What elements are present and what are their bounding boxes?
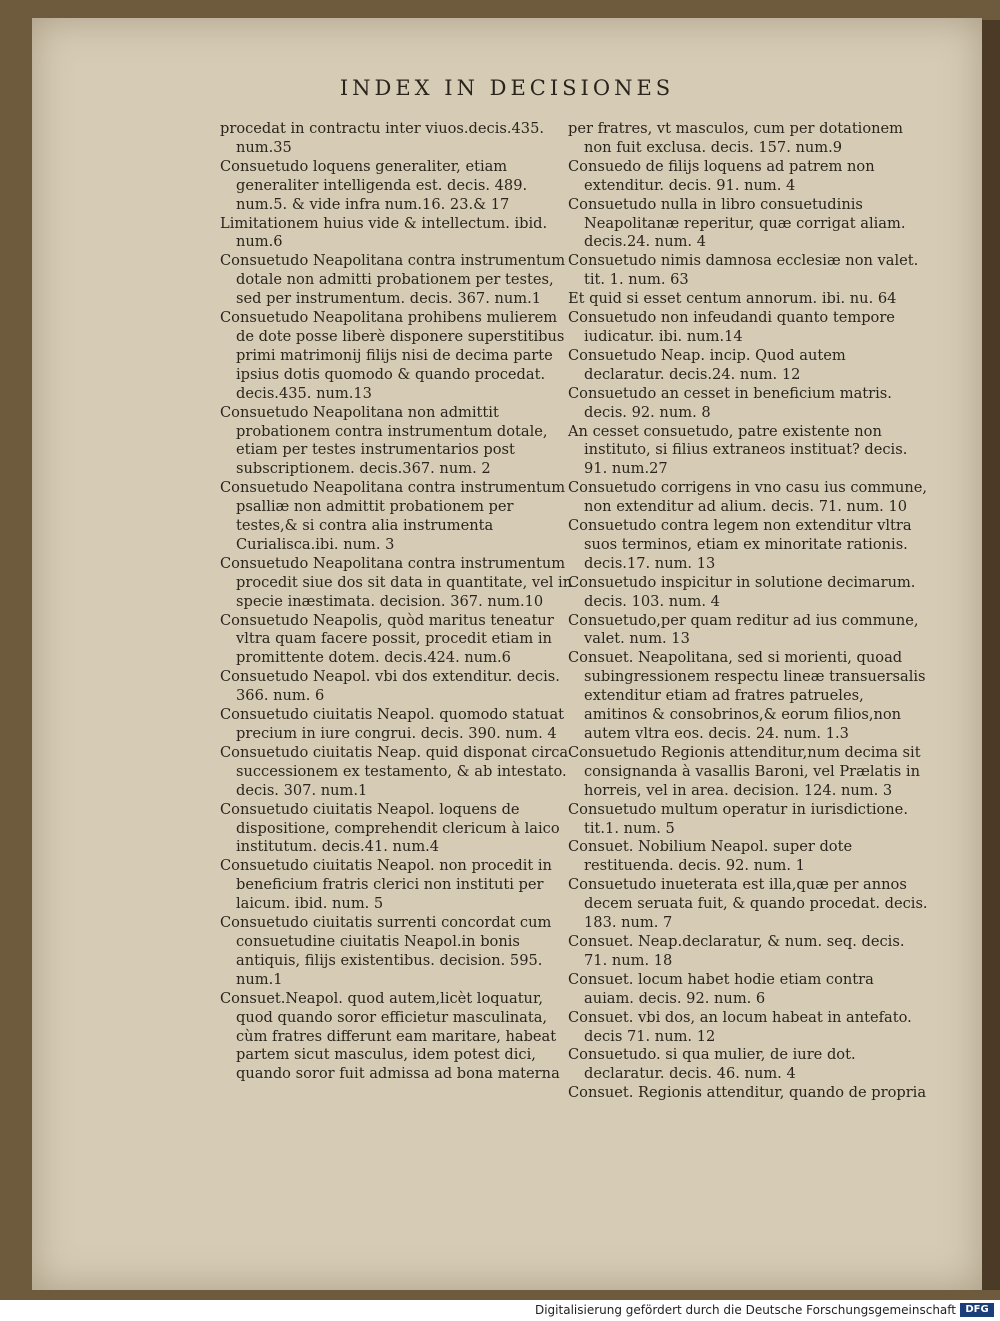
index-entry: Consuetudo an cesset in beneficium matris. decis. 92. num. 8 xyxy=(568,384,892,421)
index-entry: Consuetudo multum operatur in iurisdictione. tit.1. num. 5 xyxy=(568,800,908,837)
index-entry: Consuetudo,per quam reditur ad ius commune, valet. num. 13 xyxy=(568,611,919,648)
index-entry: Consuetudo. si qua mulier, de iure dot. declaratur. decis. 46. num. 4 xyxy=(568,1046,856,1083)
dfg-logo: DFG xyxy=(960,1303,994,1317)
index-entry: Consuetudo contra legem non extenditur vltra suos terminos, etiam ex minoritate rationis. decis.17. num. 13 xyxy=(568,517,912,572)
index-entry: Consuetudo ciuitatis Neapol. non procedit in beneficium fratris clerici non instituti per laicum. ibid. num. 5 xyxy=(220,857,552,913)
index-entry: Consuetudo Neapolitana contra instrumentum procedit siue dos sit data in quantitate, vel in specie inæstimata. decision. 367. num.10 xyxy=(220,554,573,610)
index-entry: Consuetudo nulla in libro consuetudinis Neapolitanæ reperitur, quæ corrigat aliam. decis.24. num. 4 xyxy=(568,195,906,251)
index-entry: Consuetudo Neapolis, quòd maritus teneatur vltra quam facere possit, procedit etiam in promittente dotem. decis.424. num.6 xyxy=(220,611,554,667)
index-entry: Consuetudo ciuitatis surrenti concordat cum consuetudine ciuitatis Neapol.in bonis antiquis, filijs existentibus. decision. 595. num.1 xyxy=(220,914,552,988)
index-entry: Consuetudo nimis damnosa ecclesiæ non valet. tit. 1. num. 63 xyxy=(568,252,919,289)
index-entry: Consuet. Neapolitana, sed si morienti, quoad subingressionem respectu lineæ transuersalis extenditur etiam ad fratres patrueles, amitinos & consobrinos,& eorum filios,non autem vltra eos. decis. 24. num. 1.3 xyxy=(568,649,926,742)
book-edge xyxy=(982,20,1000,1290)
index-entry: Limitationem huius vide & intellectum. ibid. num.6 xyxy=(220,214,548,251)
index-entry: Consuet. Neap.declaratur, & num. seq. decis. 71. num. 18 xyxy=(568,932,905,969)
right-column xyxy=(568,120,928,1103)
footer-credit: Digitalisierung gefördert durch die Deutsche Forschungsgemeinschaft xyxy=(534,1303,956,1317)
index-entry: Consuetudo Neapolitana contra instrumentum dotale non admitti probationem per testes, sed per instrumentum. decis. 367. num.1 xyxy=(220,252,566,308)
index-entry: Consuet. vbi dos, an locum habeat in antefato. decis 71. num. 12 xyxy=(568,1008,912,1045)
page-header: INDEX IN DECISIONES xyxy=(339,76,675,100)
index-entry: per fratres, vt masculos, cum per dotationem non fuit exclusa. decis. 157. num.9 xyxy=(568,120,904,156)
index-entry: Consuetudo corrigens in vno casu ius commune, non extenditur ad alium. decis. 71. num. 10 xyxy=(568,479,928,516)
index-entry: Consuetudo inueterata est illa,quæ per annos decem seruata fuit, & quando procedat. decis. 183. num. 7 xyxy=(568,876,928,932)
index-entry: Consuetudo Neap. incip. Quod autem declaratur. decis.24. num. 12 xyxy=(568,346,846,383)
index-entry: Consuetudo ciuitatis Neapol. quomodo statuat precium in iure congrui. decis. 390. num. 4 xyxy=(220,706,565,742)
index-entry: Consuetudo loquens generaliter, etiam generaliter intelligenda est. decis. 489. num.5. & vide infra num.16. 23.& 17 xyxy=(220,157,528,213)
index-entry: Consuetudo ciuitatis Neapol. loquens de dispositione, comprehendit clericum à laico institutum. decis.41. num.4 xyxy=(220,800,560,856)
index-entry: Consuet.Neapol. quod autem,licèt loquatur, quod quando soror efficietur masculinata, cùm fratres differunt eam maritare, habeat partem sicut masculus, idem potest dici, quando soror fuit admissa ad bona materna xyxy=(220,989,560,1083)
index-entry: procedat in contractu inter viuos.decis.435. num.35 xyxy=(220,120,544,156)
index-entry: Consuetudo inspicitur in solutione decimarum. decis. 103. num. 4 xyxy=(568,573,916,610)
index-entry: Consuetudo non infeudandi quanto tempore iudicatur. ibi. num.14 xyxy=(568,309,895,345)
index-entry: Consuetudo Neapolitana contra instrumentum psalliæ non admittit probationem per testes,& si contra alia instrumenta Curialisca.ibi. num. 3 xyxy=(220,479,566,553)
index-entry: Consuet. Regionis attenditur, quando de propria xyxy=(568,1084,927,1102)
index-entry: Et quid si esset centum annorum. ibi. nu. 64 xyxy=(568,290,897,308)
index-entry: Consuetudo Neapolitana non admittit probationem contra instrumentum dotale, etiam per testes instrumentarios post subscriptionem. decis.367. num. 2 xyxy=(220,403,548,478)
book-page xyxy=(32,18,982,1290)
index-entry: Consuet. locum habet hodie etiam contra auiam. decis. 92. num. 6 xyxy=(568,970,874,1007)
index-entry: Consuet. Nobilium Neapol. super dote restituenda. decis. 92. num. 1 xyxy=(568,838,853,875)
index-entry: Consuetudo Neapolitana prohibens mulierem de dote posse liberè disponere superstitibus primi matrimonij filijs nisi de decima parte ipsius dotis quomodo & quando procedat. decis.435. num.13 xyxy=(220,309,565,402)
index-entry: An cesset consuetudo, patre existente non instituto, si filius extraneos instituat? decis. 91. num.27 xyxy=(568,422,908,478)
index-entry: Consuetudo Regionis attenditur,num decima sit consignanda à vasallis Baroni, vel Prælatis in horreis, vel in area. decision. 124. num. 3 xyxy=(568,743,921,799)
index-entry: Consuetudo ciuitatis Neap. quid disponat circa successionem ex testamento, & ab intestato. decis. 307. num.1 xyxy=(220,743,569,799)
left-column xyxy=(220,120,575,1084)
index-entry: Consuedo de filijs loquens ad patrem non extenditur. decis. 91. num. 4 xyxy=(568,157,875,194)
index-entry: Consuetudo Neapol. vbi dos extenditur. decis. 366. num. 6 xyxy=(220,668,560,705)
